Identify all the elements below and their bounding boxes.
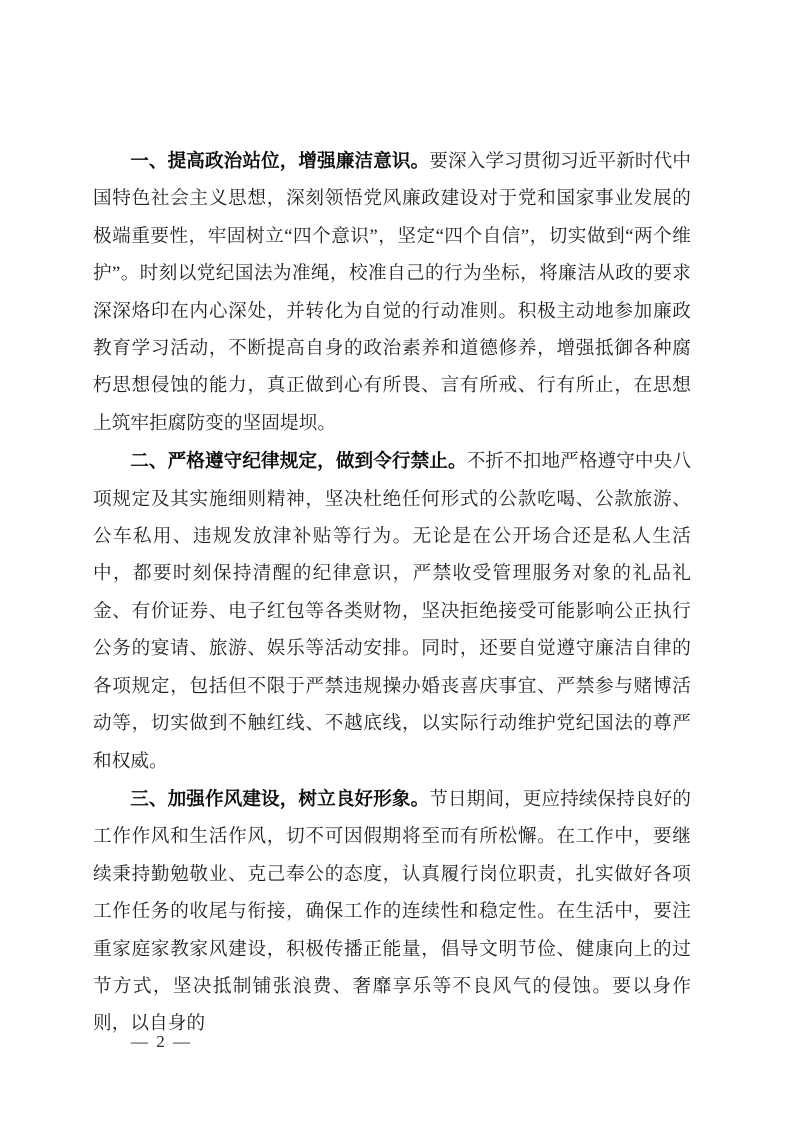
- paragraph-3: [93, 780, 691, 1043]
- paragraph-2: [93, 442, 691, 780]
- document-body: [93, 142, 691, 1043]
- paragraph-2-text: 不折不扣地严格遵守中央八项规定及其实施细则精神，坚决杜绝任何形式的公款吃喝、公款旅游、公车私用、违规发放津补贴等行为。无论是在公开场合还是私人生活中，都要时刻保持清醒的纪律意识，严禁收受管理服务对象的礼品礼金、有价证券、电子红包等各类财物，坚决拒绝接受可能影响公正执行公务的宴请、旅游、娱乐等活动安排。同时，还要自觉遵守廉洁自律的各项规定，包括但不限于严禁违规操办婚丧喜庆事宜、严禁参与赌博活动等，切实做到不触红线、不越底线，以实际行动维护党纪国法的尊严和权威。: [93, 451, 692, 772]
- paragraph-1: [93, 142, 691, 442]
- paragraph-3-text: 节日期间，更应持续保持良好的工作作风和生活作风，切不可因假期将至而有所松懈。在工作中，要继续秉持勤勉敬业、克己奉公的态度，认真履行岗位职责，扎实做好各项工作任务的收尾与衔接，确保工作的连续性和稳定性。在生活中，要注重家庭家教家风建设，积极传播正能量，倡导文明节俭、健康向上的过节方式，坚决抵制铺张浪费、奢靡享乐等不良风气的侵蚀。要以身作则，以自身的: [93, 788, 692, 1035]
- paragraph-3-heading: 三、加强作风建设，树立良好形象。: [130, 787, 430, 809]
- paragraph-1-text: 要深入学习贯彻习近平新时代中国特色社会主义思想，深刻领悟党风廉政建设对于党和国家事业发展的极端重要性，牢固树立“四个意识”，坚定“四个自信”，切实做到“两个维护”。时刻以党纪国法为准绳，校准自己的行为坐标，将廉洁从政的要求深深烙印在内心深处，并转化为自觉的行动准则。积极主动地参加廉政教育学习活动，不断提高自身的政治素养和道德修养，增强抵御各种腐朽思想侵蚀的能力，真正做到心有所畏、言有所戒、行有所止，在思想上筑牢拒腐防变的坚固堤坝。: [93, 151, 692, 434]
- paragraph-2-heading: 二、严格遵守纪律规定，做到令行禁止。: [130, 450, 467, 472]
- paragraph-1-heading: 一、提高政治站位，增强廉洁意识。: [130, 150, 430, 171]
- page-number: — 2 —: [131, 1032, 192, 1051]
